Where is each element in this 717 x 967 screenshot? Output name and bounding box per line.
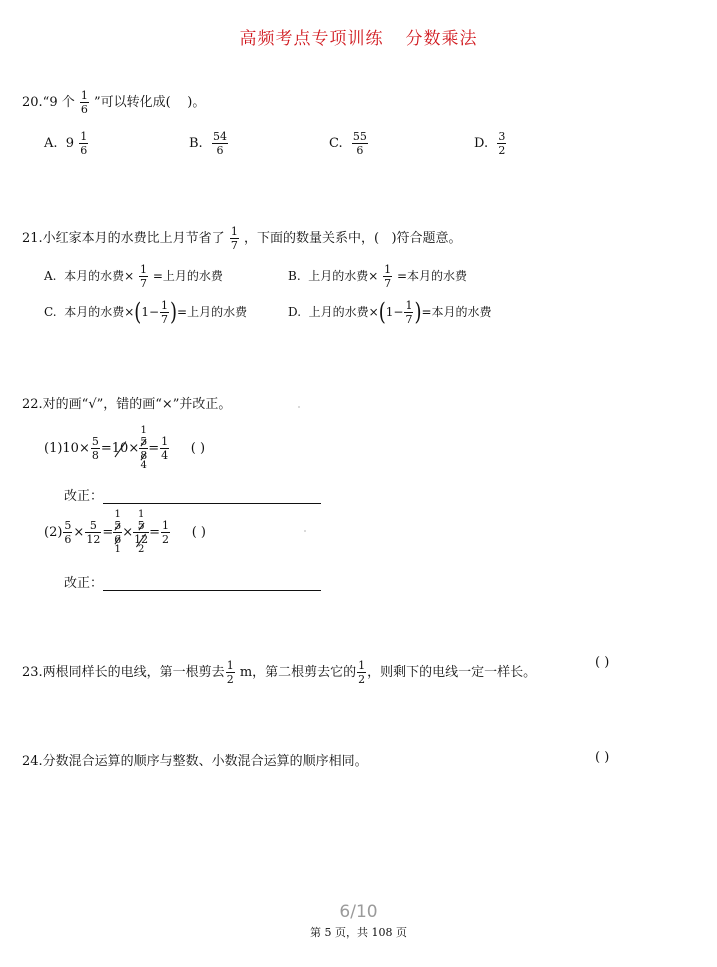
q20-option-d[interactable]: D. $\frac{3}{2}$	[474, 130, 506, 157]
q21-option-c[interactable]: C. 本月的水费×(1− $\frac{1}{7}$ )=上月的水费	[44, 298, 248, 327]
fraction: $\frac{1}{6}$	[80, 89, 88, 116]
question-20-stem: 20.“9 个 $\frac{1}{6}$ ”可以转化成( )。	[22, 89, 206, 116]
question-23-stem: 23.两根同样长的电线，第一根剪去 $\frac{1}{2}$ m，第二根剪去它的 $\frac{1}{2}$ ，则剩下的电线一定一样长。	[22, 659, 537, 686]
q20-option-a[interactable]: A. 9 $\frac{1}{6}$	[44, 130, 88, 157]
page-title: 高频考点专项训练 分数乘法	[239, 29, 478, 49]
q21-option-b[interactable]: B. 上月的水费× $\frac{1}{7}$ =本月的水费	[288, 263, 468, 290]
q22-part2-correction: 改正：	[64, 572, 321, 591]
q23-answer-paren[interactable]: ( )	[595, 655, 610, 670]
page-footer: 第 5 页，共 108 页	[310, 926, 407, 939]
answer-line[interactable]	[103, 491, 321, 504]
answer-paren[interactable]: ( )	[191, 525, 206, 540]
answer-paren[interactable]: ( )	[190, 441, 206, 456]
cancelled-number: 10	[111, 441, 129, 456]
q22-part1-correction: 改正：	[64, 485, 321, 504]
q21-option-a[interactable]: A. 本月的水费× $\frac{1}{7}$ =上月的水费	[44, 263, 223, 290]
q22-part2-expression: (2) $\frac{5}{6}$ × $\frac{5}{12}$ = 1 $\frac{5}{6}$ 1 × 1 $\frac{5}{12}$ 2 = $\frac{1}{2}$ ( )	[44, 509, 206, 555]
question-22-stem: 22.对的画“√”，错的画“×”并改正。	[22, 397, 232, 412]
q24-answer-paren[interactable]: ( )	[595, 750, 610, 765]
question-21-stem: 21.小红家本月的水费比上月节省了 $\frac{1}{7}$ ，下面的数量关系中，( )符合题意。	[22, 225, 462, 252]
q22-part1-expression: (1)10× $\frac{5}{8}$ =10× 1 $\frac{5}{8}$ 4 = $\frac{1}{4}$ ( )	[44, 425, 206, 471]
answer-line[interactable]	[103, 578, 321, 591]
speck	[304, 530, 306, 532]
question-24-stem: 24.分数混合运算的顺序与整数、小数混合运算的顺序相同。	[22, 754, 368, 769]
speck	[298, 406, 300, 408]
page-indicator: 6/10	[339, 902, 378, 922]
q20-option-c[interactable]: C. $\frac{55}{6}$	[329, 130, 367, 157]
q20-option-b[interactable]: B. $\frac{54}{6}$	[189, 130, 227, 157]
q21-option-d[interactable]: D. 上月的水费×(1− $\frac{1}{7}$ )=本月的水费	[288, 298, 492, 327]
